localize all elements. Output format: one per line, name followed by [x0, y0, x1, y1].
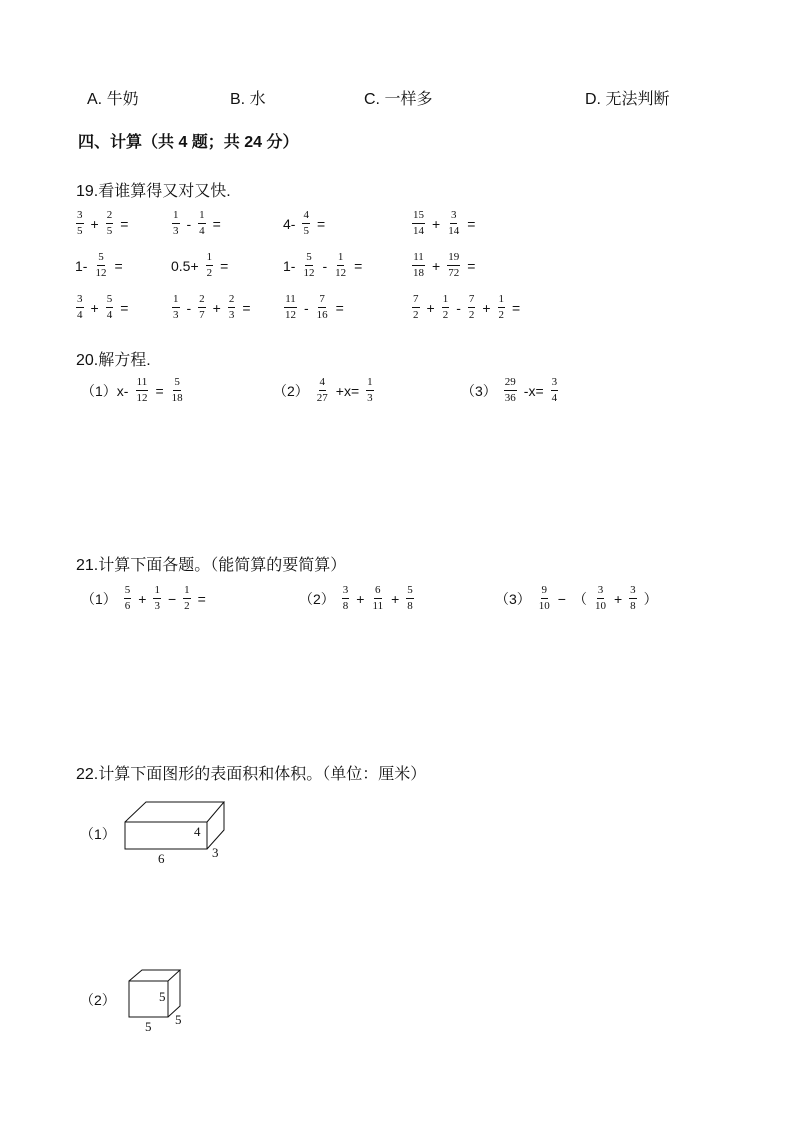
fraction — [153, 585, 161, 612]
fraction — [316, 294, 329, 321]
numerator: 2 — [228, 294, 236, 308]
operator-text: - — [304, 299, 309, 316]
operator-text: （2） — [299, 590, 335, 607]
q22-title: 22.计算下面图形的表面积和体积。（单位：厘米） — [76, 766, 427, 783]
numerator: 5 — [97, 252, 105, 266]
fraction — [498, 294, 506, 321]
fraction — [172, 294, 180, 321]
cuboid-1-height: 4 — [194, 824, 201, 839]
denominator: 12 — [285, 309, 296, 321]
operator-text: = — [467, 215, 476, 232]
fraction — [371, 585, 384, 612]
fraction — [551, 377, 559, 404]
denominator: 2 — [498, 309, 505, 321]
numerator: 3 — [551, 377, 559, 391]
numerator: 1 — [183, 585, 191, 599]
fraction — [302, 252, 315, 279]
cube-figure-2 — [124, 966, 194, 1038]
operator-text: 1- — [75, 257, 88, 274]
numerator: 1 — [172, 210, 180, 224]
numerator: 15 — [412, 210, 425, 224]
denominator: 3 — [367, 392, 373, 404]
numerator: 1 — [442, 294, 450, 308]
numerator: 3 — [76, 294, 84, 308]
fraction — [135, 377, 148, 404]
fraction — [412, 210, 425, 237]
denominator: 14 — [413, 225, 424, 237]
denominator: 12 — [136, 392, 148, 404]
operator-text: + — [90, 299, 99, 316]
fraction — [284, 294, 297, 321]
denominator: 5 — [77, 225, 83, 237]
numerator: 1 — [153, 585, 161, 599]
fraction — [94, 252, 107, 279]
operator-text: 0.5+ — [171, 257, 199, 274]
numerator: 1 — [198, 210, 206, 224]
denominator: 2 — [413, 309, 419, 321]
operator-text: + — [432, 257, 441, 274]
operator-text: = — [197, 590, 206, 607]
fraction — [302, 210, 310, 237]
fraction — [316, 377, 329, 404]
fraction — [412, 294, 420, 321]
denominator: 6 — [124, 600, 131, 612]
q20-equation — [270, 377, 378, 404]
denominator: 7 — [199, 309, 205, 321]
operator-text: = — [120, 215, 129, 232]
numerator: 11 — [412, 252, 425, 266]
fraction — [106, 294, 114, 321]
operator-text: 1- — [283, 257, 296, 274]
cuboid-figure-1 — [118, 798, 238, 870]
operator-text: = — [220, 257, 229, 274]
numerator: 3 — [76, 210, 84, 224]
denominator: 18 — [413, 267, 424, 279]
operator-text: + — [212, 299, 221, 316]
q21-expression — [296, 585, 418, 612]
fraction — [406, 585, 414, 612]
operator-text: + — [432, 215, 441, 232]
cube-2-top-face — [129, 970, 180, 981]
numerator: 3 — [597, 585, 605, 599]
operator-text: （2） — [273, 382, 309, 399]
cuboid-1-top-face — [125, 802, 224, 822]
denominator: 5 — [106, 225, 113, 237]
q19-expression — [408, 294, 523, 321]
option-c: C. 一样多 — [364, 91, 433, 108]
fraction — [76, 294, 84, 321]
numerator: 2 — [198, 294, 206, 308]
option-b: B. 水 — [230, 91, 266, 108]
cube-2-length: 5 — [145, 1019, 152, 1034]
denominator: 4 — [77, 309, 83, 321]
operator-text: = — [354, 257, 363, 274]
operator-text: + — [613, 590, 623, 607]
operator-text: - — [456, 299, 461, 316]
denominator: 12 — [303, 267, 315, 279]
numerator: 4 — [302, 210, 310, 224]
numerator: 11 — [284, 294, 297, 308]
fraction — [442, 294, 450, 321]
numerator: 1 — [172, 294, 180, 308]
denominator: 12 — [335, 267, 347, 279]
operator-text: + — [138, 590, 147, 607]
operator-text: + — [426, 299, 435, 316]
denominator: 2 — [468, 309, 475, 321]
fraction — [76, 210, 84, 237]
q20-equation — [458, 377, 562, 404]
denominator: 3 — [228, 309, 235, 321]
fig1-label: （1） — [80, 826, 116, 842]
numerator: 3 — [450, 210, 458, 224]
cube-2-width: 5 — [175, 1012, 182, 1027]
cube-2-height: 5 — [159, 989, 166, 1004]
denominator: 10 — [538, 600, 550, 612]
q20-equation — [78, 377, 188, 404]
numerator: 1 — [366, 377, 374, 391]
fraction — [228, 294, 236, 321]
denominator: 10 — [594, 600, 606, 612]
operator-text: + — [391, 590, 400, 607]
fraction — [334, 252, 347, 279]
fraction — [198, 294, 206, 321]
numerator: 5 — [124, 585, 132, 599]
denominator: 5 — [303, 225, 309, 237]
q20-title: 20.解方程. — [76, 352, 151, 369]
cuboid-1-side-face — [207, 802, 224, 849]
operator-text: = — [467, 257, 476, 274]
numerator: 5 — [305, 252, 313, 266]
operator-text: - — [186, 299, 192, 316]
q19-title: 19.看谁算得又对又快. — [76, 183, 231, 200]
numerator: 3 — [342, 585, 350, 599]
denominator: 14 — [448, 225, 460, 237]
numerator: 5 — [406, 585, 414, 599]
denominator: 8 — [342, 600, 349, 612]
fraction — [171, 377, 184, 404]
denominator: 3 — [154, 600, 160, 612]
q19-expression — [168, 210, 224, 237]
fraction — [172, 210, 180, 237]
denominator: 2 — [442, 309, 449, 321]
fig2-label: （2） — [80, 992, 116, 1008]
numerator: 7 — [468, 294, 476, 308]
operator-text: （1） — [81, 590, 117, 607]
q19-expression — [72, 294, 131, 321]
operator-text: − — [167, 590, 177, 607]
q19-expression — [408, 210, 478, 237]
operator-text: ） — [643, 590, 658, 607]
operator-text: = — [114, 257, 123, 274]
operator-text: + — [482, 299, 491, 316]
fraction — [468, 294, 476, 321]
operator-text: = — [120, 299, 129, 316]
operator-text: （1）x- — [81, 382, 129, 399]
operator-text: - — [322, 257, 328, 274]
cuboid-1-length: 6 — [158, 851, 165, 866]
denominator: 12 — [95, 267, 107, 279]
denominator: 8 — [630, 600, 636, 612]
numerator: 29 — [504, 377, 517, 391]
denominator: 4 — [106, 309, 113, 321]
option-d: D. 无法判断 — [585, 91, 670, 108]
operator-text: （3） — [495, 590, 531, 607]
numerator: 1 — [498, 294, 506, 308]
fraction — [447, 210, 460, 237]
q21-expression — [78, 585, 209, 612]
operator-text: （3） — [461, 382, 497, 399]
operator-text: 4- — [283, 215, 296, 232]
denominator: 36 — [504, 392, 516, 404]
q19-expression — [72, 210, 131, 237]
q19-expression — [280, 294, 347, 321]
operator-text: = — [242, 299, 251, 316]
fraction — [412, 252, 425, 279]
denominator: 4 — [551, 392, 558, 404]
denominator: 2 — [184, 600, 190, 612]
fraction — [183, 585, 191, 612]
option-a: A. 牛奶 — [87, 91, 139, 108]
numerator: 1 — [206, 252, 214, 266]
q19-expression — [280, 210, 328, 237]
section-heading: 四、计算（共 4 题；共 24 分） — [78, 134, 299, 151]
denominator: 2 — [206, 267, 213, 279]
fraction — [124, 585, 132, 612]
numerator: 1 — [337, 252, 345, 266]
denominator: 18 — [171, 392, 183, 404]
fraction — [342, 585, 350, 612]
numerator: 7 — [412, 294, 420, 308]
operator-text: +x= — [335, 382, 360, 399]
q19-expression — [72, 252, 126, 279]
operator-text: = — [335, 299, 344, 316]
fraction — [594, 585, 607, 612]
operator-text: = — [212, 215, 221, 232]
numerator: 2 — [106, 210, 114, 224]
operator-text: + — [90, 215, 99, 232]
operator-text: + — [356, 590, 365, 607]
q19-expression — [280, 252, 365, 279]
denominator: 4 — [199, 225, 205, 237]
numerator: 19 — [447, 252, 460, 266]
denominator: 27 — [316, 392, 328, 404]
operator-text: − （ — [557, 590, 587, 607]
fraction — [629, 585, 637, 612]
fraction — [504, 377, 517, 404]
numerator: 6 — [374, 585, 382, 599]
fraction — [538, 585, 551, 612]
q21-expression — [492, 585, 661, 612]
operator-text: -x= — [523, 382, 544, 399]
cuboid-1-width: 3 — [212, 845, 219, 860]
denominator: 72 — [448, 267, 460, 279]
fraction — [206, 252, 214, 279]
q19-expression — [408, 252, 478, 279]
numerator: 3 — [629, 585, 637, 599]
cube-2-side-face — [168, 970, 180, 1017]
numerator: 7 — [318, 294, 326, 308]
denominator: 11 — [372, 600, 384, 612]
operator-text: = — [316, 215, 326, 232]
denominator: 16 — [316, 309, 328, 321]
numerator: 5 — [173, 377, 181, 391]
numerator: 11 — [136, 377, 149, 391]
operator-text: - — [186, 215, 192, 232]
denominator: 3 — [173, 225, 179, 237]
operator-text: = — [512, 299, 521, 316]
operator-text: = — [155, 382, 164, 399]
fraction — [447, 252, 460, 279]
q21-title: 21.计算下面各题。（能简算的要简算） — [76, 557, 347, 574]
fraction — [106, 210, 114, 237]
fraction — [198, 210, 206, 237]
denominator: 3 — [173, 309, 179, 321]
numerator: 5 — [106, 294, 114, 308]
q19-expression — [168, 252, 231, 279]
denominator: 8 — [407, 600, 413, 612]
fraction — [366, 377, 374, 404]
numerator: 4 — [319, 377, 327, 391]
numerator: 9 — [541, 585, 549, 599]
q19-expression — [168, 294, 254, 321]
